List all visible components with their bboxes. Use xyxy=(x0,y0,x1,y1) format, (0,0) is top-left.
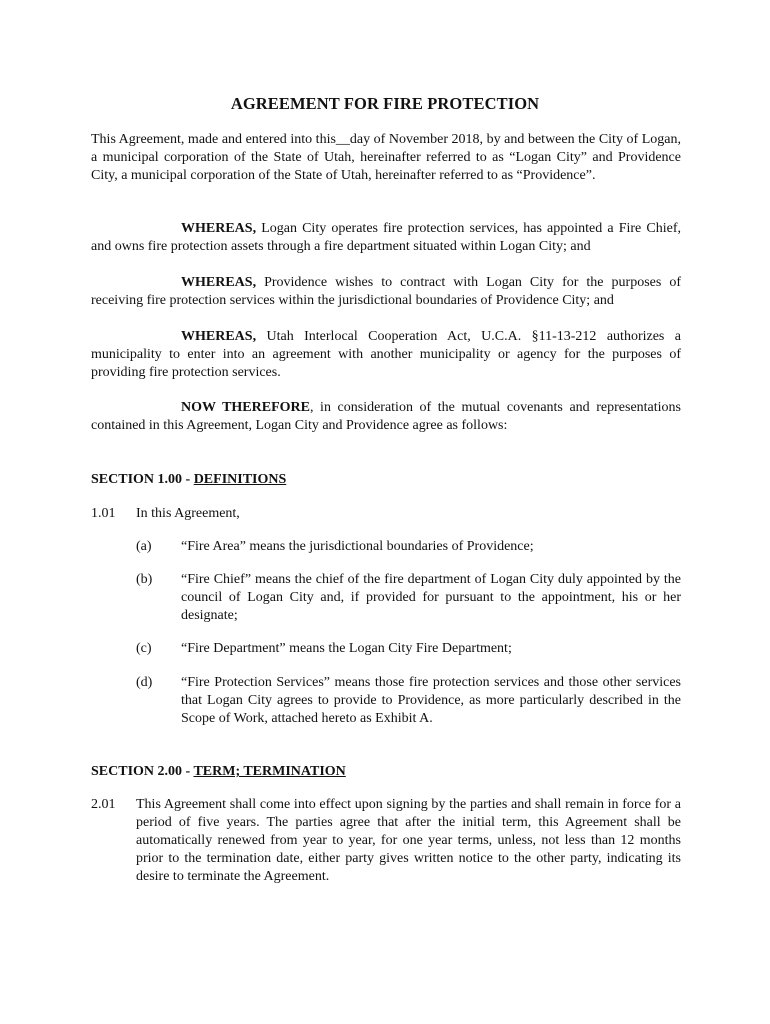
intro-paragraph: This Agreement, made and entered into this__day of November 2018, by and between the City of Logan, a municipal corporation of the State of Utah, hereinafter referred to as “Logan City” and Providence City, a municipal corporation of the State of Utah, hereinafter referred to as “Providence”. xyxy=(91,132,681,183)
recital-3 xyxy=(91,328,681,382)
item-letter: (b) xyxy=(136,572,153,587)
definition-fire-area: “Fire Area” means the jurisdictional boundaries of Providence; xyxy=(181,539,534,554)
recital-text: Providence wishes to contract with Logan City for the purposes of receiving fire protection services within the jurisdictional boundaries of Providence City; and xyxy=(91,275,681,308)
recital-lead: WHEREAS, xyxy=(181,221,257,236)
clause-number: 1.01 xyxy=(91,506,116,521)
clause-number: 2.01 xyxy=(91,797,116,812)
definition-fire-department: “Fire Department” means the Logan City Fire Department; xyxy=(181,641,512,656)
recital-2 xyxy=(91,274,681,310)
recital-lead: WHEREAS, xyxy=(181,329,257,344)
definition-fire-chief: “Fire Chief” means the chief of the fire department of Logan City duly appointed by the council of Logan City and, if provided for pursuant to the appointment, his or her designate; xyxy=(181,572,681,623)
recital-lead: NOW THEREFORE xyxy=(181,400,310,415)
item-letter: (a) xyxy=(136,539,152,554)
item-letter: (d) xyxy=(136,675,153,690)
now-therefore-paragraph xyxy=(91,399,681,435)
section-title: TERM; TERMINATION xyxy=(193,764,346,779)
recital-text: , in consideration of the mutual covenants and representations contained in this Agreement, Logan City and Providence agree as follows: xyxy=(91,400,681,433)
recital-text: Utah Interlocal Cooperation Act, U.C.A. §11-13-212 authorizes a municipality to enter into an agreement with another municipality or agency for the purposes of providing fire protection services. xyxy=(91,329,681,380)
definition-fire-protection-services: “Fire Protection Services” means those fire protection services and those other services that Logan City agrees to provide to Providence, as more particularly described in the Scope of Work, attached hereto as Exhibit A. xyxy=(181,675,681,726)
recital-text: Logan City operates fire protection services, has appointed a Fire Chief, and owns fire protection assets through a fire department situated within Logan City; and xyxy=(91,221,681,254)
section-2-heading xyxy=(91,763,346,781)
section-1-heading xyxy=(91,471,286,489)
section-title: DEFINITIONS xyxy=(193,472,287,487)
recital-lead: WHEREAS, xyxy=(181,275,257,290)
section-prefix: SECTION 1.00 - xyxy=(91,472,194,487)
document-title: AGREEMENT FOR FIRE PROTECTION xyxy=(230,94,540,113)
item-letter: (c) xyxy=(136,641,152,656)
recital-1 xyxy=(91,220,681,256)
clause-text: This Agreement shall come into effect upon signing by the parties and shall remain in force for a period of five years. The parties agree that after the initial term, this Agreement shall be automatically renewed from year to year, for one year terms, unless, not less than 12 months prior to the termination date, either party gives written notice to the other party, indicating its desire to terminate the Agreement. xyxy=(136,797,681,884)
clause-text: In this Agreement, xyxy=(136,506,240,521)
section-prefix: SECTION 2.00 - xyxy=(91,764,194,779)
